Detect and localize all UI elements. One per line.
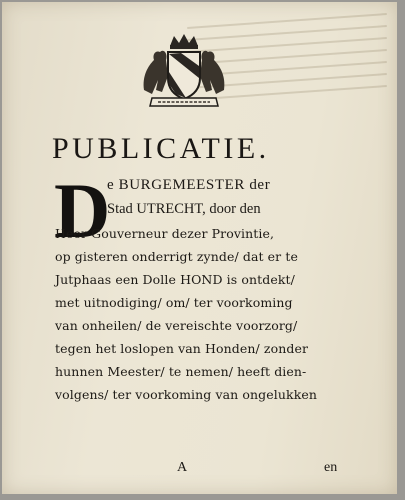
document-page	[2, 2, 397, 494]
text-line-1: e BURGEMEESTER der	[107, 177, 271, 193]
text-line-3: Heer Gouverneur dezer Provintie,	[55, 226, 275, 241]
text-line-2: Stad UTRECHT, door den	[107, 201, 261, 217]
text-line-5: Jutphaas een Dolle HOND is ontdekt/	[55, 272, 295, 287]
text-line-10: volgens/ ter voorkoming van ongelukken	[55, 387, 318, 402]
text-line-7: van onheilen/ de vereischte voorzorg/	[55, 318, 298, 333]
text-line-8: tegen het loslopen van Honden/ zonder	[55, 341, 309, 356]
document-title: PUBLICATIE.	[52, 132, 270, 165]
city-coat-of-arms-icon	[140, 32, 228, 110]
drop-cap: D	[54, 167, 111, 254]
catchword: en	[324, 460, 338, 475]
text-line-4: op gisteren onderrigt zynde/ dat er te	[55, 249, 298, 264]
text-line-6: met uitnodiging/ om/ ter voorkoming	[55, 295, 293, 310]
signature-mark: A	[177, 460, 188, 475]
text-line-9: hunnen Meester/ te nemen/ heeft dien-	[55, 364, 307, 379]
